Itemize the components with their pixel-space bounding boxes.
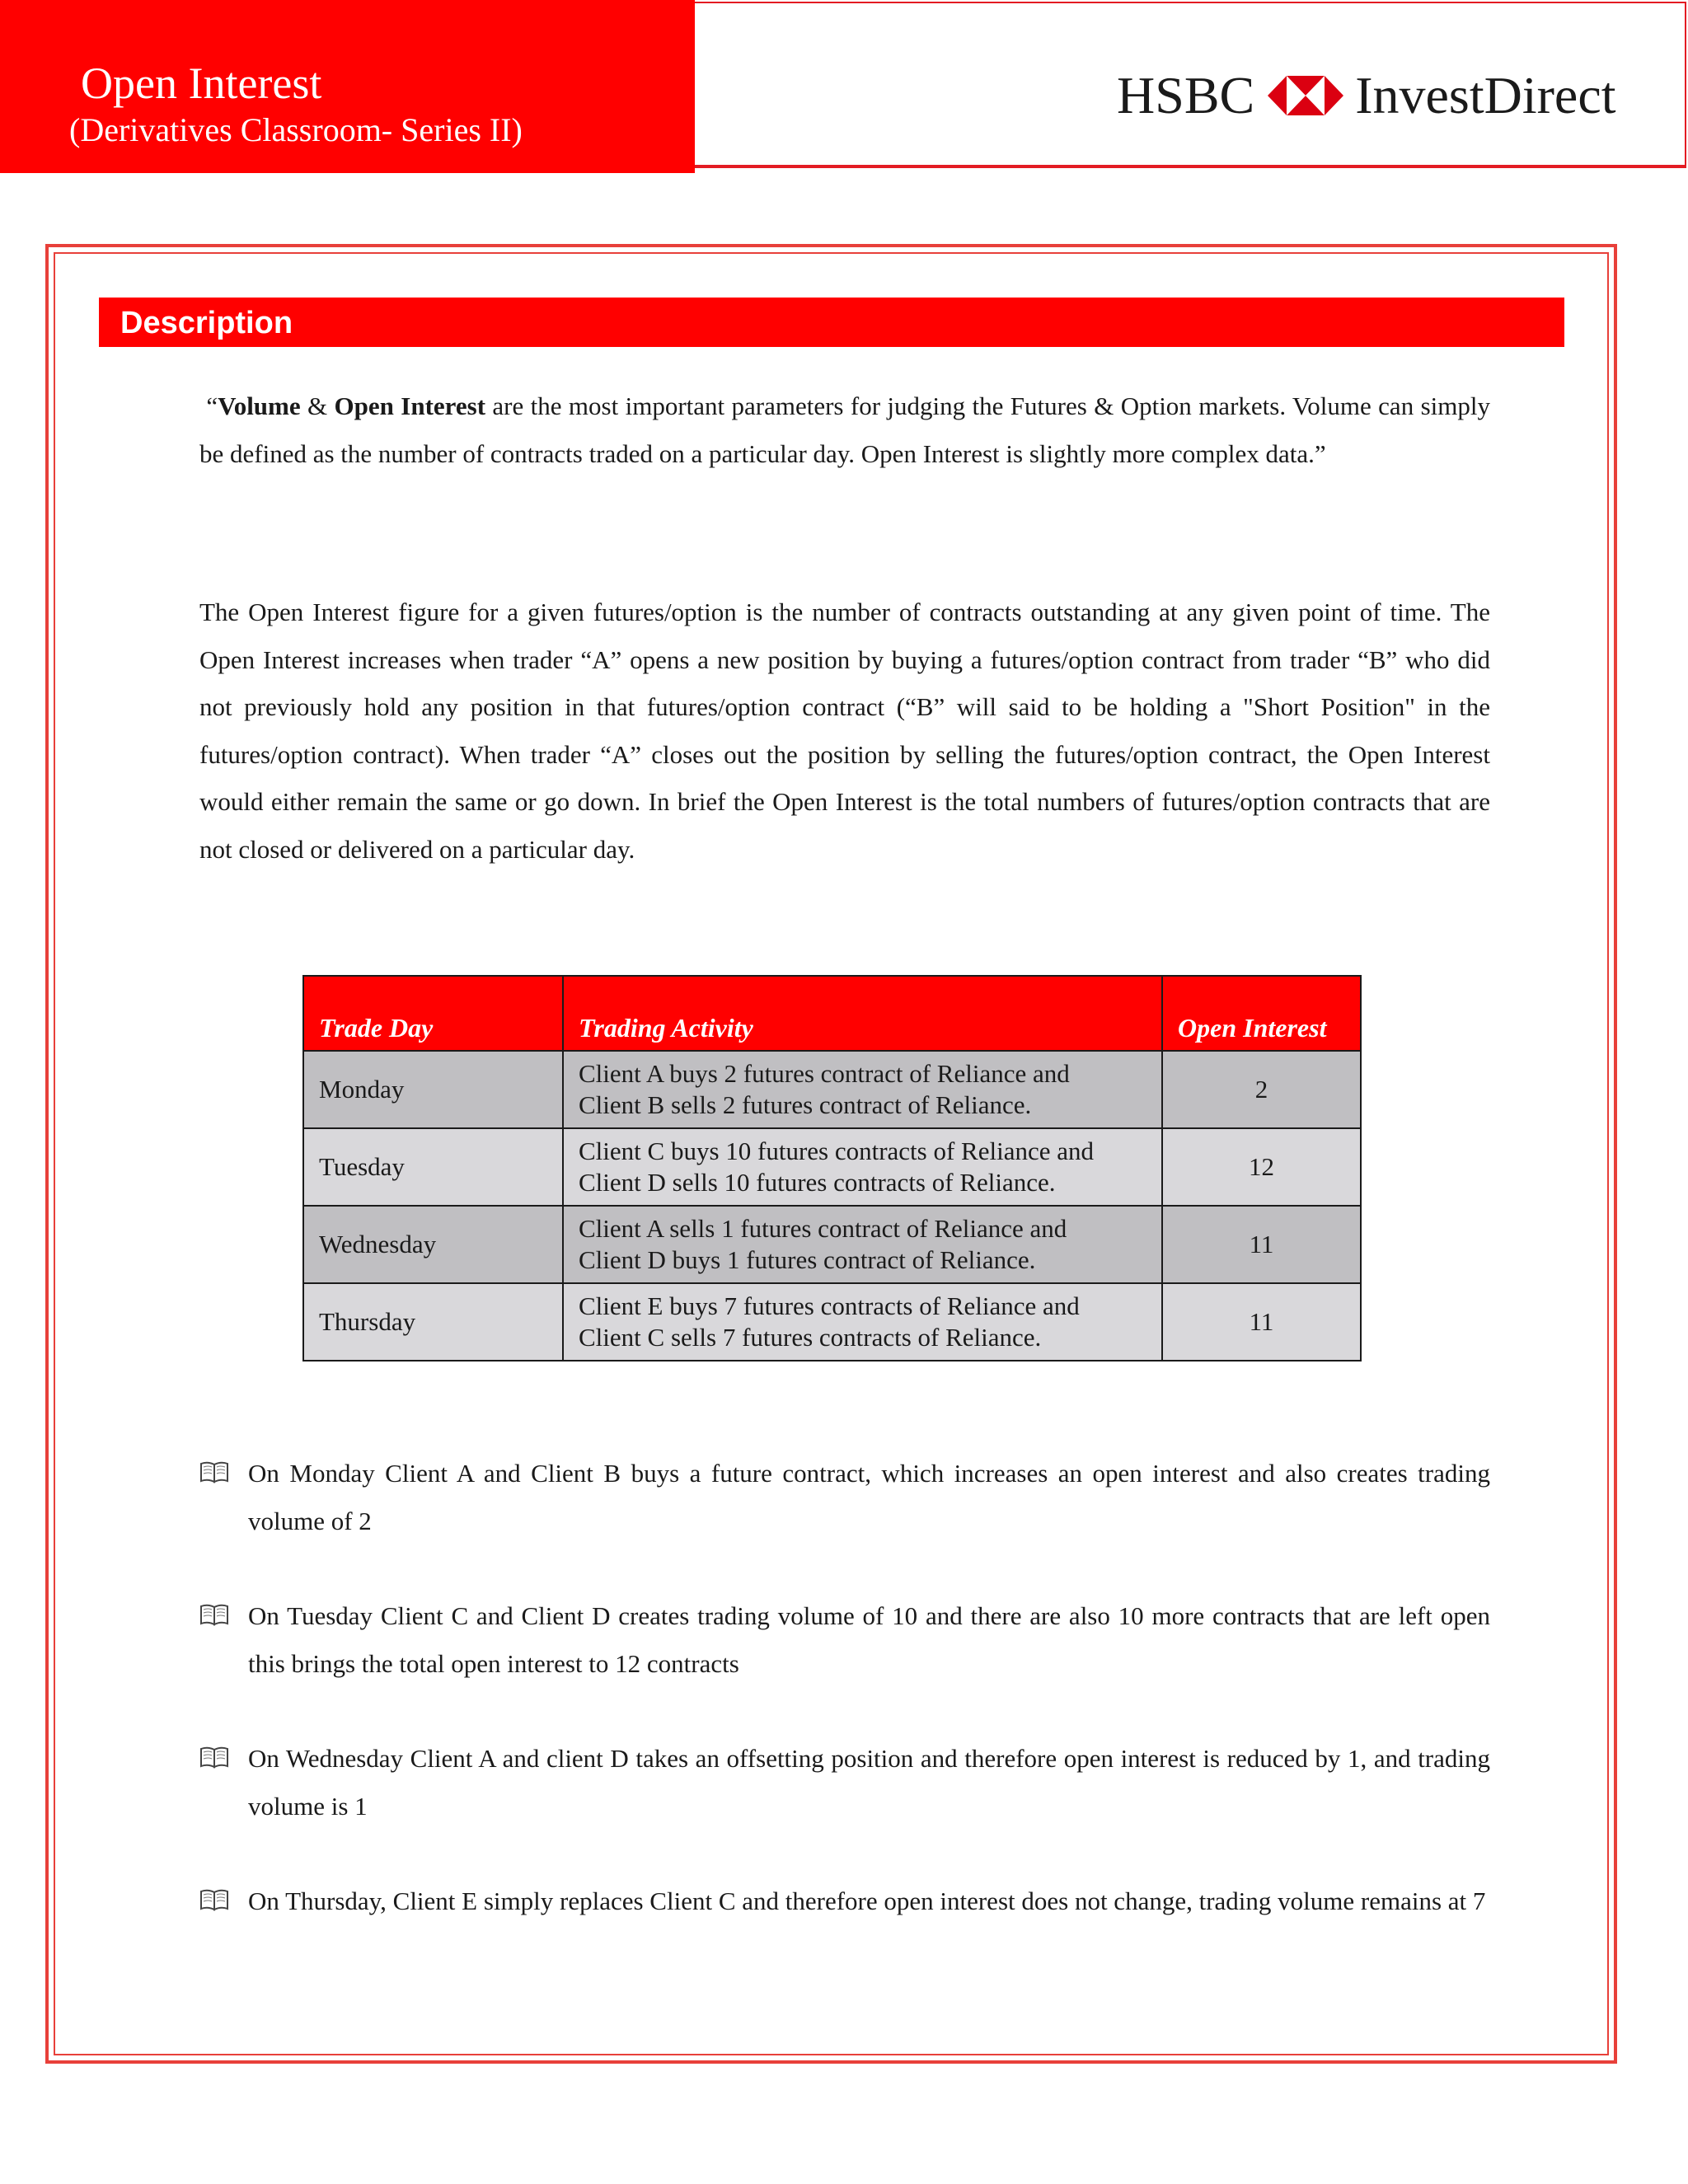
logo-hsbc-text: HSBC — [1117, 66, 1255, 124]
section-heading-bar — [99, 298, 1564, 347]
activity-line: Client A buys 2 futures contract of Reliance and — [579, 1059, 1070, 1088]
list-item — [199, 1877, 1490, 1925]
table-row — [303, 1128, 1361, 1206]
activity-line: Client C sells 7 futures contracts of Reliance. — [579, 1323, 1042, 1352]
intro-term-volume: Volume — [218, 391, 301, 420]
activity-line: Client A sells 1 futures contract of Reliance and — [579, 1214, 1067, 1243]
document-subtitle: (Derivatives Classroom- Series II) — [69, 111, 523, 148]
list-item — [199, 1735, 1490, 1830]
table-header-row — [303, 976, 1361, 1051]
table-row — [303, 1051, 1361, 1128]
bullet-text: On Tuesday Client C and Client D creates trading volume of 10 and there are also 10 more contracts that are left open this brings the total open interest to 12 contracts — [248, 1601, 1490, 1678]
intro-ampersand: & — [300, 391, 335, 420]
trade-day-cell: Wednesday — [303, 1206, 563, 1283]
activity-line: Client D buys 1 futures contract of Reliance. — [579, 1245, 1036, 1274]
open-interest-cell: 12 — [1162, 1128, 1361, 1206]
activity-line: Client B sells 2 futures contract of Reliance. — [579, 1090, 1032, 1119]
trade-day-cell: Thursday — [303, 1283, 563, 1361]
open-book-icon — [199, 1745, 229, 1769]
activity-line: Client C buys 10 futures contracts of Reliance and — [579, 1137, 1095, 1165]
table-row — [303, 1206, 1361, 1283]
logo-investdirect-text: InvestDirect — [1355, 66, 1616, 124]
document-title: Open Interest — [81, 59, 322, 108]
hsbc-hexagon-icon — [1268, 76, 1343, 115]
intro-paragraph — [199, 382, 1490, 477]
open-book-icon — [199, 1460, 229, 1484]
hsbc-investdirect-logo — [1117, 64, 1616, 127]
header-trade-day: Trade Day — [303, 976, 563, 1051]
open-interest-table — [302, 975, 1362, 1361]
activity-line: Client D sells 10 futures contracts of Reliance. — [579, 1168, 1056, 1197]
open-book-icon — [199, 1602, 229, 1627]
trading-activity-cell — [563, 1128, 1162, 1206]
bullet-text: On Monday Client A and Client B buys a future contract, which increases an open interest and also creates trading volume of 2 — [248, 1459, 1490, 1535]
intro-open-quote: “ — [206, 391, 218, 420]
activity-line: Client E buys 7 futures contracts of Reliance and — [579, 1291, 1080, 1320]
trading-activity-cell — [563, 1206, 1162, 1283]
header-open-interest: Open Interest — [1162, 976, 1361, 1051]
open-interest-cell: 11 — [1162, 1283, 1361, 1361]
trade-day-cell: Monday — [303, 1051, 563, 1128]
intro-rest: are the most important parameters for judging the Futures & Option markets. Volume can simply be defined as the number of contracts traded on a particular day. Open Interest is slightly more complex data.” — [199, 391, 1490, 468]
list-item — [199, 1450, 1490, 1544]
bullet-text: On Wednesday Client A and client D takes an offsetting position and therefore open interest is reduced by 1, and trading volume is 1 — [248, 1744, 1490, 1821]
trading-activity-cell — [563, 1283, 1162, 1361]
bullet-text: On Thursday, Client E simply replaces Client C and therefore open interest does not change, trading volume remains at 7 — [248, 1886, 1486, 1915]
trading-activity-cell — [563, 1051, 1162, 1128]
trade-day-cell: Tuesday — [303, 1128, 563, 1206]
open-interest-cell: 11 — [1162, 1206, 1361, 1283]
header-trading-activity: Trading Activity — [563, 976, 1162, 1051]
open-book-icon — [199, 1887, 229, 1912]
open-interest-cell: 2 — [1162, 1051, 1361, 1128]
list-item — [199, 1592, 1490, 1687]
definition-paragraph: The Open Interest figure for a given futures/option is the number of contracts outstanding at any given point of time. The Open Interest increases when trader “A” opens a new position by buying a futures/option contract from trader “B” who did not previously hold any position in that futures/option contract (“B” will said to be holding a "Short Position" in the futures/option contract). When trader “A” closes out the position by selling the futures/option contract, the Open Interest would either remain the same or go down. In brief the Open Interest is the total numbers of futures/option contracts that are not closed or delivered on a particular day. — [199, 598, 1490, 864]
section-heading: Description — [120, 306, 293, 340]
table-row — [303, 1283, 1361, 1361]
intro-term-open-interest: Open Interest — [334, 391, 486, 420]
